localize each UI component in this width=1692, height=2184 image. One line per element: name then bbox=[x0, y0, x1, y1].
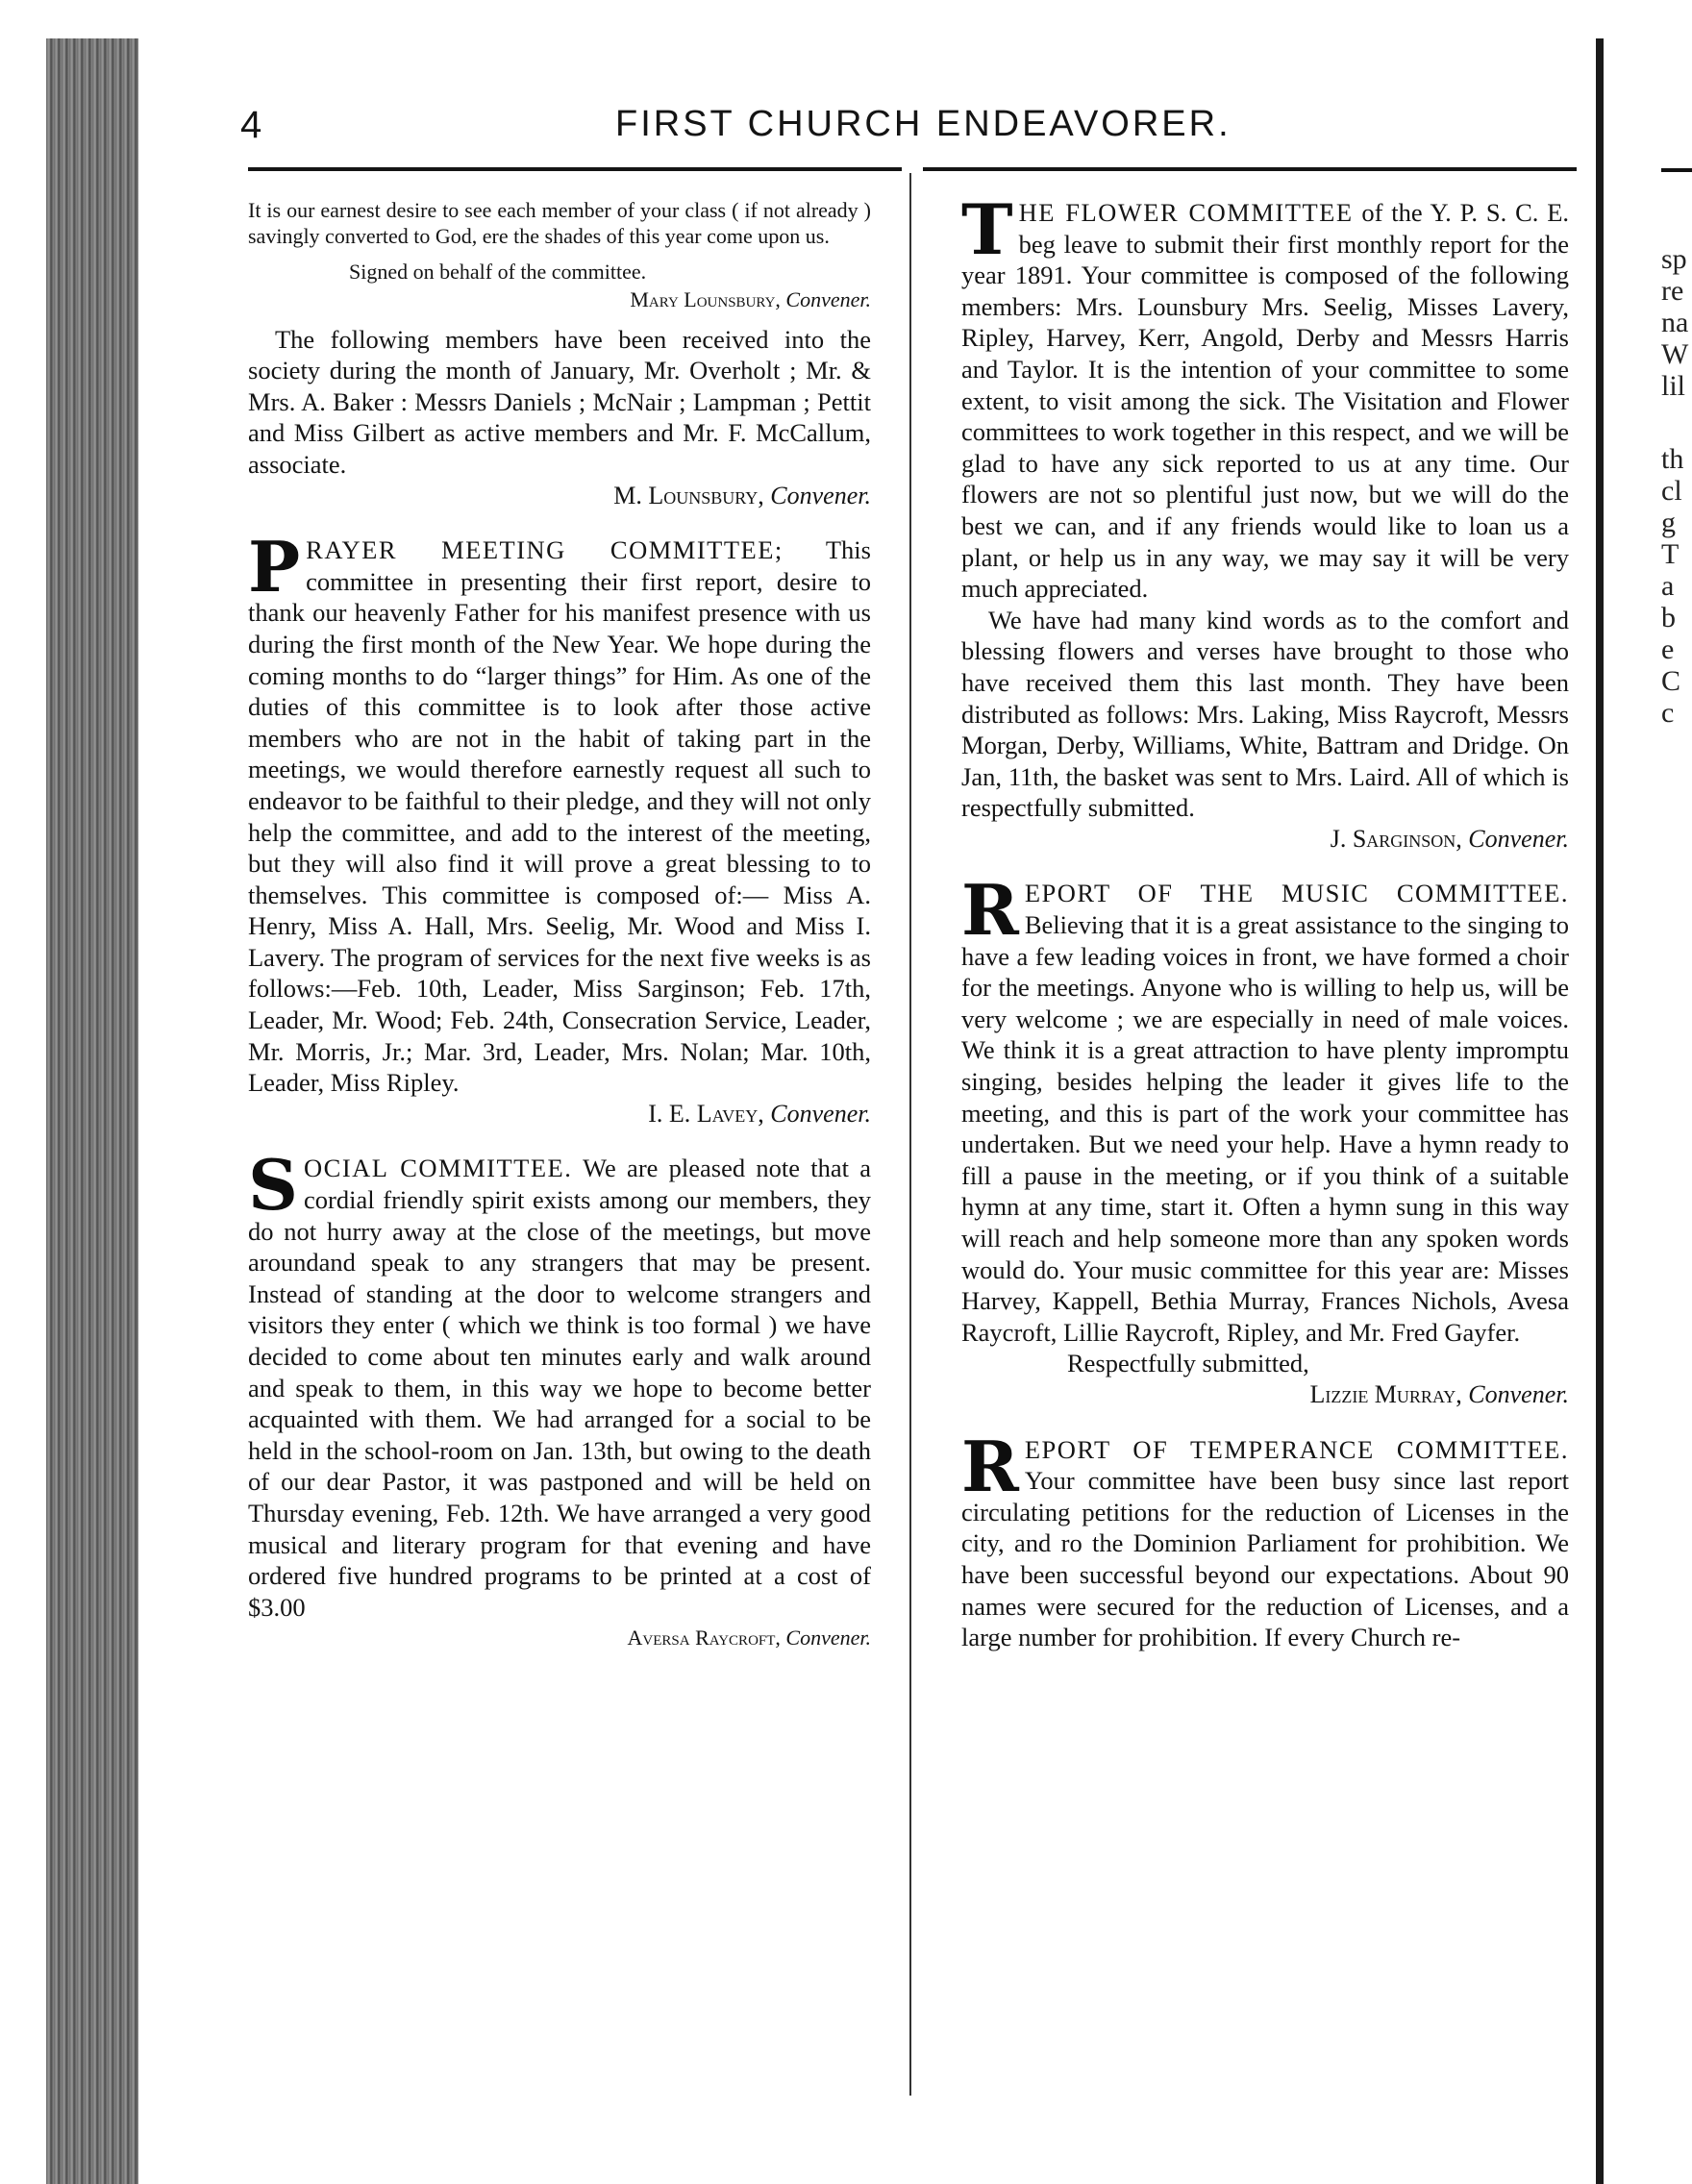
signature-title: Convener. bbox=[1468, 1379, 1569, 1408]
page-stack-edge bbox=[46, 38, 138, 2184]
fragment-text: g bbox=[1661, 507, 1676, 538]
adjacent-page-rule bbox=[1661, 168, 1692, 172]
page-number: 4 bbox=[240, 104, 262, 146]
fragment-text: C bbox=[1661, 665, 1681, 697]
members-paragraph: The following members have been received into the society during the month of January, Mr. Overholt ; Mr. & Mrs. A. Baker : Messrs Daniels ; McNair ; Lampman ; Pettit and Miss Gilbert as active members and Mr. F. McCallum, associate. bbox=[248, 324, 871, 479]
section-heading: EPORT OF THE MUSIC COMMITTEE. bbox=[1024, 879, 1569, 908]
signature-title: Convener. bbox=[1468, 824, 1569, 853]
header-rule-left bbox=[248, 167, 902, 171]
signature bbox=[248, 1623, 871, 1654]
section-heading: RAYER MEETING COMMITTEE; bbox=[306, 535, 784, 565]
flower-committee-section bbox=[961, 188, 1570, 855]
closing-line: Respectfully submitted, bbox=[1067, 1349, 1309, 1378]
right-column bbox=[961, 188, 1570, 1653]
gutter-shadow bbox=[1596, 38, 1604, 2184]
column-divider bbox=[909, 173, 911, 2096]
section-heading: EPORT OF TEMPERANCE COMMITTEE. bbox=[1024, 1434, 1569, 1464]
prayer-meeting-section bbox=[248, 526, 871, 1129]
temperance-committee-section bbox=[961, 1425, 1569, 1653]
fragment-text: sp bbox=[1661, 243, 1687, 275]
fragment-text: th bbox=[1661, 443, 1684, 475]
signature-name: Aversa Raycroft, bbox=[627, 1626, 781, 1650]
signature bbox=[248, 285, 871, 316]
signed-note: Signed on behalf of the committee. bbox=[349, 260, 647, 284]
signature-title: Convener. bbox=[770, 1099, 871, 1128]
left-column bbox=[248, 197, 871, 1654]
intro-paragraph: It is our earnest desire to see each member of your class ( if not already ) savingly converted to God, ere the shades of this year come upon us. bbox=[248, 198, 871, 248]
signature bbox=[248, 1099, 871, 1130]
fragment-text: re bbox=[1661, 275, 1684, 307]
section-body: of the Y. P. S. C. E. beg leave to submit their first monthly report for the year 1891. Your committee is composed of the following members: Mrs. Lounsbury Mrs. Seelig, Misses Lavery, Ripley, Harvey, Kerr, Angold, Derby and Messrs Harris and Taylor. It is the intention of your committee to some extent, to visit among the sick. The Visitation and Flower committees to work together in this respect, and we will be glad to have any sick reported to us at any time. Our flowers are not so plentiful just now, but we will do the best we can, and if any friends would like to loan us a plant, or help us in any way, we may say it will be very much appreciated. bbox=[961, 198, 1570, 604]
section-body: We are pleased note that a cordial friendly spirit exists among our members, they do not hurry away at the close of the meetings, but move aroundand speak to any strangers that may be present. Instead of standing at the door to welcome strangers and visitors they enter ( which we think is too formal ) we have decided to come about ten minutes early and walk around and speak to them, in this way we hope to become better acquainted with them. We had arranged for a social to be held in the school-room on Jan. 13th, but owing to the death of our dear Pastor, it was pastponed and will be held on Thursday evening, Feb. 12th. We have arranged a very good musical and literary program for that evening and have ordered five hundred programs to be printed at a cost of $3.00 bbox=[248, 1154, 871, 1622]
fragment-text: W bbox=[1661, 338, 1689, 370]
flower-committee-article bbox=[961, 188, 1570, 605]
section-heading: HE FLOWER COMMITTEE bbox=[1018, 198, 1354, 227]
header-rule-right bbox=[923, 167, 1577, 171]
social-committee-section bbox=[248, 1144, 871, 1654]
signature-name: I. E. Lavey, bbox=[648, 1099, 764, 1128]
fragment-text: c bbox=[1661, 697, 1675, 729]
signature-name: Mary Lounsbury, bbox=[630, 287, 781, 311]
drop-cap: P bbox=[248, 526, 301, 608]
running-title: FIRST CHURCH ENDEAVORER. bbox=[615, 104, 1232, 144]
section-body: We have had many kind words as to the comfort and blessing flowers and verses have brought to those who have received them this last month. They have been distributed as follows: Mrs. Laking, Miss Raycroft, Messrs Morgan, Derby, Williams, White, Battram and Dridge. On Jan, 11th, the basket was sent to Mrs. Laird. All of which is respectfully submitted. bbox=[961, 605, 1569, 823]
section-heading: OCIAL COMMITTEE. bbox=[304, 1154, 573, 1183]
music-committee-section bbox=[961, 869, 1569, 1410]
fragment-text: cl bbox=[1661, 475, 1682, 507]
fragment-text: lil bbox=[1661, 370, 1686, 402]
signature-name: J. Sarginson, bbox=[1330, 824, 1462, 853]
signature bbox=[961, 1379, 1569, 1411]
signature-title: Convener. bbox=[785, 287, 871, 311]
signature-name: M. Lounsbury, bbox=[613, 481, 764, 509]
fragment-text: na bbox=[1661, 307, 1689, 338]
section-body: Your committee have been busy since last report circulating petitions for the reduction of Licenses in the city, and ro the Dominion Parliament for prohibition. We have been successful beyond our expectations. About 90 names were secured for the reduction of Licenses, and a large number for prohibition. If every Church re- bbox=[961, 1466, 1569, 1652]
drop-cap: T bbox=[961, 188, 1013, 270]
prayer-meeting-article bbox=[248, 526, 871, 1099]
fragment-text: e bbox=[1661, 633, 1675, 665]
signature-name: Lizzie Murray, bbox=[1309, 1379, 1462, 1408]
section-body: This committee in presenting their first report, desire to thank our heavenly Father for his manifest presence with us during the first month of the New Year. We hope during the coming months to do “larger things” for Him. As one of the duties of this committee is to look after those active members who are not in the habit of taking part in the meetings, we would therefore earnestly request all such to endeavor to be faithful to their pledge, and they will not only help the committee, and add to the interest of the meeting, but they will also find it will prove a great blessing to to themselves. This committee is composed of:— Miss A. Henry, Miss A. Hall, Mrs. Seelig, Mr. Wood and Miss I. Lavery. The program of services for the next five weeks is as follows:—Feb. 10th, Leader, Miss Sarginson; Feb. 17th, Leader, Mr. Wood; Feb. 24th, Consecration Service, Leader, Mr. Morris, Jr.; Mar. 3rd, Leader, Mrs. Nolan; Mar. 10th, Leader, Miss Ripley. bbox=[248, 535, 871, 1098]
temperance-committee-article bbox=[961, 1425, 1569, 1653]
signature bbox=[961, 824, 1569, 856]
drop-cap: R bbox=[961, 869, 1019, 952]
fragment-text: a bbox=[1661, 570, 1675, 602]
drop-cap: R bbox=[961, 1425, 1019, 1507]
signature-title: Convener. bbox=[785, 1626, 871, 1650]
music-committee-article bbox=[961, 869, 1569, 1348]
drop-cap: S bbox=[248, 1144, 298, 1227]
signature bbox=[248, 481, 871, 512]
fragment-text: T bbox=[1661, 538, 1680, 570]
signature-title: Convener. bbox=[770, 481, 871, 509]
fragment-text: b bbox=[1661, 602, 1676, 633]
social-committee-article bbox=[248, 1144, 871, 1623]
section-body: Believing that it is a great assistance to the singing to have a few leading voices in front, we have formed a choir for the meetings. Anyone who is willing to help us, will be very welcome ; we are especially in need of male voices. We think it is a great attraction to have plenty impromptu singing, besides helping the leader it gives life to the meeting, and this is part of the work your committee has undertaken. But we need your help. Have a hymn ready to fill a pause in the meeting, or if you think of a suitable hymn at any time, start it. Often a hymn sung in this way will reach and help someone more than any spoken words would do. Your music committee for this year are: Misses Harvey, Kappell, Bethia Murray, Frances Nichols, Avesa Raycroft, Lillie Raycroft, Ripley, and Mr. Fred Gayfer. bbox=[961, 910, 1569, 1347]
adjacent-page-fragment bbox=[1604, 38, 1692, 2184]
